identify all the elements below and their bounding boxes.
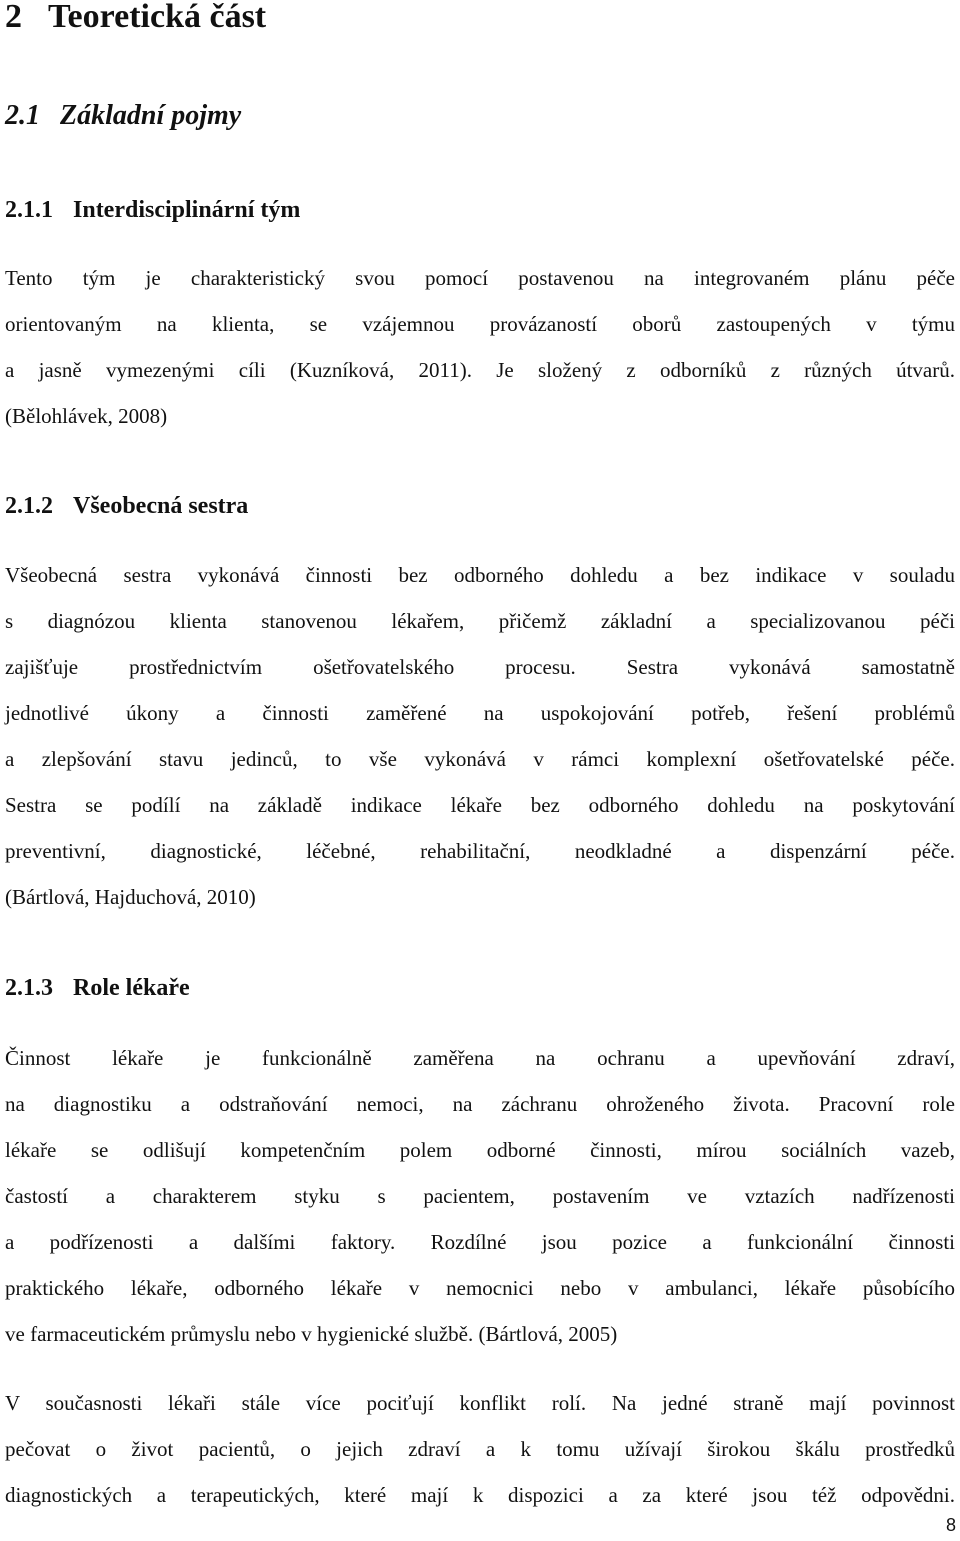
subsection-number: 2.1.1 bbox=[5, 197, 53, 223]
subsection-heading-doctor-role bbox=[5, 972, 190, 1004]
subsection-heading-general-nurse bbox=[5, 490, 248, 522]
paragraph-doctor-role-2 bbox=[5, 1380, 955, 1518]
section-title: Základní pojmy bbox=[60, 100, 242, 131]
chapter-number: 2 bbox=[5, 0, 22, 35]
chapter-title: Teoretická část bbox=[48, 0, 267, 35]
text-line: zajišťuje prostřednictvím ošetřovatelského procesu. Sestra vykonává samostatně bbox=[5, 655, 955, 679]
subsection-title: Interdisciplinární tým bbox=[73, 197, 301, 223]
text-line: praktického lékaře, odborného lékaře v nemocnici nebo v ambulanci, lékaře působícího bbox=[5, 1276, 955, 1300]
text-line: preventivní, diagnostické, léčebné, rehabilitační, neodkladné a dispenzární péče. bbox=[5, 839, 955, 863]
text-line: častostí a charakterem styku s pacientem, postavením ve vztazích nadřízenosti bbox=[5, 1184, 955, 1208]
subsection-title: Všeobecná sestra bbox=[73, 493, 249, 519]
subsection-title: Role lékaře bbox=[73, 975, 190, 1001]
paragraph-general-nurse bbox=[5, 552, 955, 920]
text-line: Činnost lékaře je funkcionálně zaměřena na ochranu a upevňování zdraví, bbox=[5, 1046, 955, 1070]
text-line: Tento tým je charakteristický svou pomocí postavenou na integrovaném plánu péče bbox=[5, 266, 955, 290]
text-line: (Bělohlávek, 2008) bbox=[5, 404, 168, 428]
text-line: orientovaným na klienta, se vzájemnou provázaností oborů zastoupených v týmu bbox=[5, 312, 955, 336]
text-line: s diagnózou klienta stanovenou lékařem, přičemž základní a specializovanou péči bbox=[5, 609, 955, 633]
subsection-number: 2.1.3 bbox=[5, 975, 53, 1001]
text-line: a zlepšování stavu jedinců, to vše vykonává v rámci komplexní ošetřovatelské péče. bbox=[5, 747, 955, 771]
subsection-heading-interdisciplinary-team bbox=[5, 194, 300, 226]
chapter-heading bbox=[5, 0, 266, 38]
text-line: na diagnostiku a odstraňování nemoci, na záchranu ohroženého života. Pracovní role bbox=[5, 1092, 955, 1116]
text-line: lékaře se odlišují kompetenčním polem odborné činnosti, mírou sociálních vazeb, bbox=[5, 1138, 955, 1162]
text-line: pečovat o život pacientů, o jejich zdraví a k tomu užívají širokou škálu prostředků bbox=[5, 1437, 955, 1461]
text-line: a podřízenosti a dalšími faktory. Rozdílné jsou pozice a funkcionální činnosti bbox=[5, 1230, 955, 1254]
page-number: 8 bbox=[945, 1515, 956, 1535]
text-line: Všeobecná sestra vykonává činnosti bez odborného dohledu a bez indikace v souladu bbox=[5, 563, 955, 587]
text-line: ve farmaceutickém průmyslu nebo v hygienické službě. (Bártlová, 2005) bbox=[5, 1322, 618, 1346]
section-heading bbox=[5, 98, 241, 134]
text-line: (Bártlová, Hajduchová, 2010) bbox=[5, 885, 256, 909]
paragraph-interdisciplinary-team bbox=[5, 255, 955, 439]
text-line: V současnosti lékaři stále více pociťují konflikt rolí. Na jedné straně mají povinnost bbox=[5, 1391, 955, 1415]
text-line: jednotlivé úkony a činnosti zaměřené na uspokojování potřeb, řešení problémů bbox=[5, 701, 955, 725]
text-line: Sestra se podílí na základě indikace lékaře bez odborného dohledu na poskytování bbox=[5, 793, 955, 817]
subsection-number: 2.1.2 bbox=[5, 493, 53, 519]
paragraph-doctor-role-1 bbox=[5, 1035, 955, 1357]
text-line: diagnostických a terapeutických, které mají k dispozici a za které jsou též odpovědni. bbox=[5, 1483, 955, 1507]
text-line: a jasně vymezenými cíli (Kuzníková, 2011). Je složený z odborníků z různých útvarů. bbox=[5, 358, 955, 382]
section-number: 2.1 bbox=[5, 100, 40, 131]
